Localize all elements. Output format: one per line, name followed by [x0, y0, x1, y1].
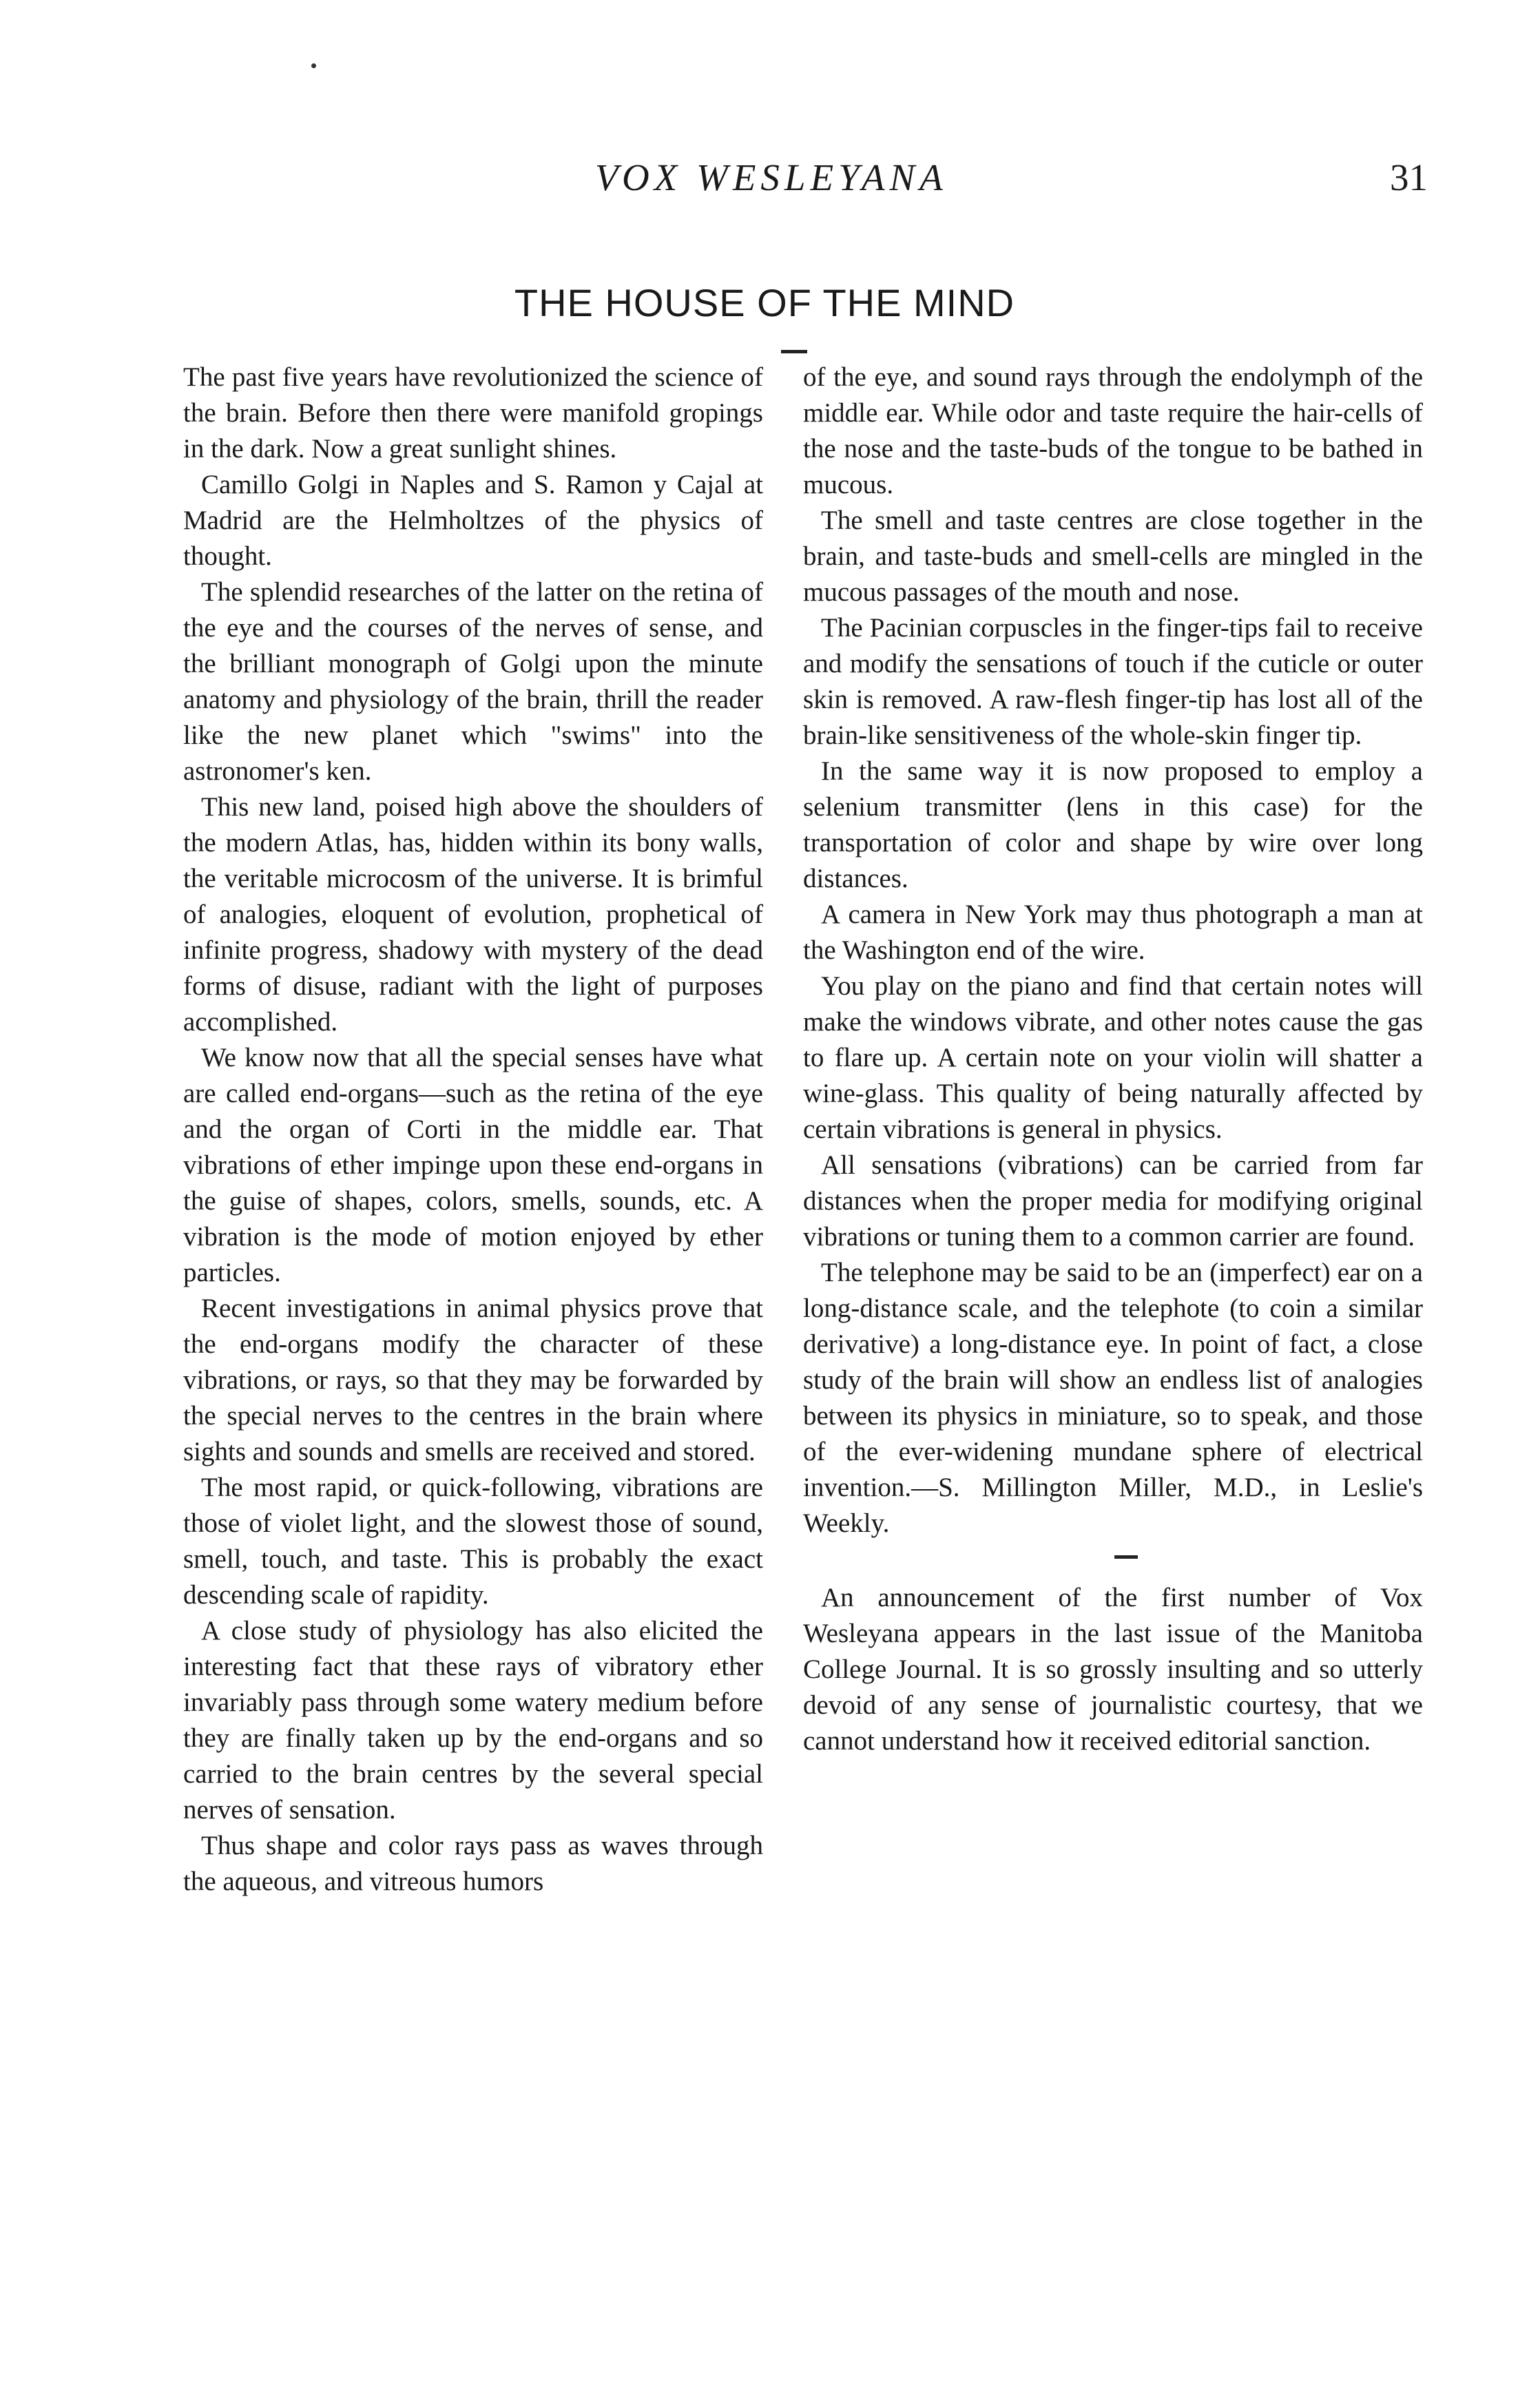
- paragraph: Camillo Golgi in Naples and S. Ramon y Cajal at Madrid are the Helmholtzes of the physics of thought.: [183, 470, 763, 571]
- running-head: VOX WESLEYANA: [595, 156, 948, 198]
- paragraph: You play on the piano and find that certain notes will make the windows vibrate, and other notes cause the gas to flare up. A certain note on your violin will shatter a wine-glass. This quality of being naturally affected by certain vibrations is general in physics.: [803, 971, 1423, 1144]
- paragraph: The past five years have revolutionized the science of the brain. Before then there were manifold gropings in the dark. Now a great sunlight shines.: [183, 362, 763, 464]
- paragraph: This new land, poised high above the shoulders of the modern Atlas, has, hidden within its bony walls, the veritable microcosm of the universe. It is brimful of analogies, eloquent of evolution, prophetical of infinite progress, shadowy with mystery of the dead forms of disuse, radiant with the light of purposes accomplished.: [183, 792, 763, 1037]
- title-ornament: [781, 350, 807, 353]
- section-break: [803, 1542, 1423, 1580]
- paragraph: The smell and taste centres are close together in the brain, and taste-buds and smell-cells are mingled in the mucous passages of the mouth and nose.: [803, 506, 1423, 607]
- article-title: THE HOUSE OF THE MIND: [514, 281, 1015, 324]
- paragraph: The Pacinian corpuscles in the finger-tips fail to receive and modify the sensations of touch if the cuticle or outer skin is removed. A raw-flesh finger-tip has lost all of the brain-like sensitiveness of the whole-skin finger tip.: [803, 613, 1423, 750]
- page-number: 31: [1390, 156, 1428, 198]
- paragraph: of the eye, and sound rays through the endolymph of the middle ear. While odor and taste require the hair-cells of the nose and the taste-buds of the tongue to be bathed in mucous.: [803, 362, 1423, 499]
- paragraph: Thus shape and color rays pass as waves through the aqueous, and vitreous humors: [183, 1831, 763, 1896]
- paragraph: In the same way it is now proposed to employ a selenium transmitter (lens in this case) for the transportation of color and shape by wire over long distances.: [803, 756, 1423, 893]
- paragraph: The splendid researches of the latter on the retina of the eye and the courses of the nerves of sense, and the brilliant monograph of Golgi upon the minute anatomy and physiology of the brain, thrill the reader like the new planet which "swims" into the astronomer's ken.: [183, 577, 763, 786]
- paragraph: We know now that all the special senses have what are called end-organs—such as the retina of the eye and the organ of Corti in the middle ear. That vibrations of ether impinge upon these end-organs in the guise of shapes, colors, smells, sounds, etc. A vibration is the mode of motion enjoyed by ether particles.: [183, 1043, 763, 1287]
- paragraph: The telephone may be said to be an (imperfect) ear on a long-distance scale, and the telephote (to coin a similar derivative) a long-distance eye. In point of fact, a close study of the brain will show an endless list of analogies between its physics in miniature, so to speak, and those of the ever-widening mundane sphere of electrical invention.—S. Millington Miller, M.D., in Leslie's Weekly.: [803, 1258, 1423, 1538]
- print-speck: [311, 63, 316, 68]
- editorial-note: An announcement of the first number of Vox Wesleyana appears in the last issue of the Manitoba College Journal. It is so grossly insulting and so utterly devoid of any sense of journalistic courtesy, that we cannot understand how it received editorial sanction.: [803, 1583, 1423, 1756]
- paragraph: The most rapid, or quick-following, vibrations are those of violet light, and the slowest those of sound, smell, touch, and taste. This is probably the exact descending scale of rapidity.: [183, 1473, 763, 1610]
- section-break-ornament: [1114, 1555, 1138, 1559]
- left-column: [183, 360, 763, 1900]
- paragraph: A close study of physiology has also elicited the interesting fact that these rays of vibratory ether invariably pass through some watery medium before they are finally taken up by the end-organs and so carried to the brain centres by the several special nerves of sensation.: [183, 1616, 763, 1825]
- paragraph: A camera in New York may thus photograph a man at the Washington end of the wire.: [803, 900, 1423, 965]
- paragraph: All sensations (vibrations) can be carried from far distances when the proper media for modifying original vibrations or tuning them to a common carrier are found.: [803, 1150, 1423, 1252]
- right-column: [803, 360, 1423, 1759]
- paragraph: Recent investigations in animal physics prove that the end-organs modify the character of these vibrations, or rays, so that they may be forwarded by the special nerves to the centres in the brain where sights and sounds and smells are received and stored.: [183, 1294, 763, 1466]
